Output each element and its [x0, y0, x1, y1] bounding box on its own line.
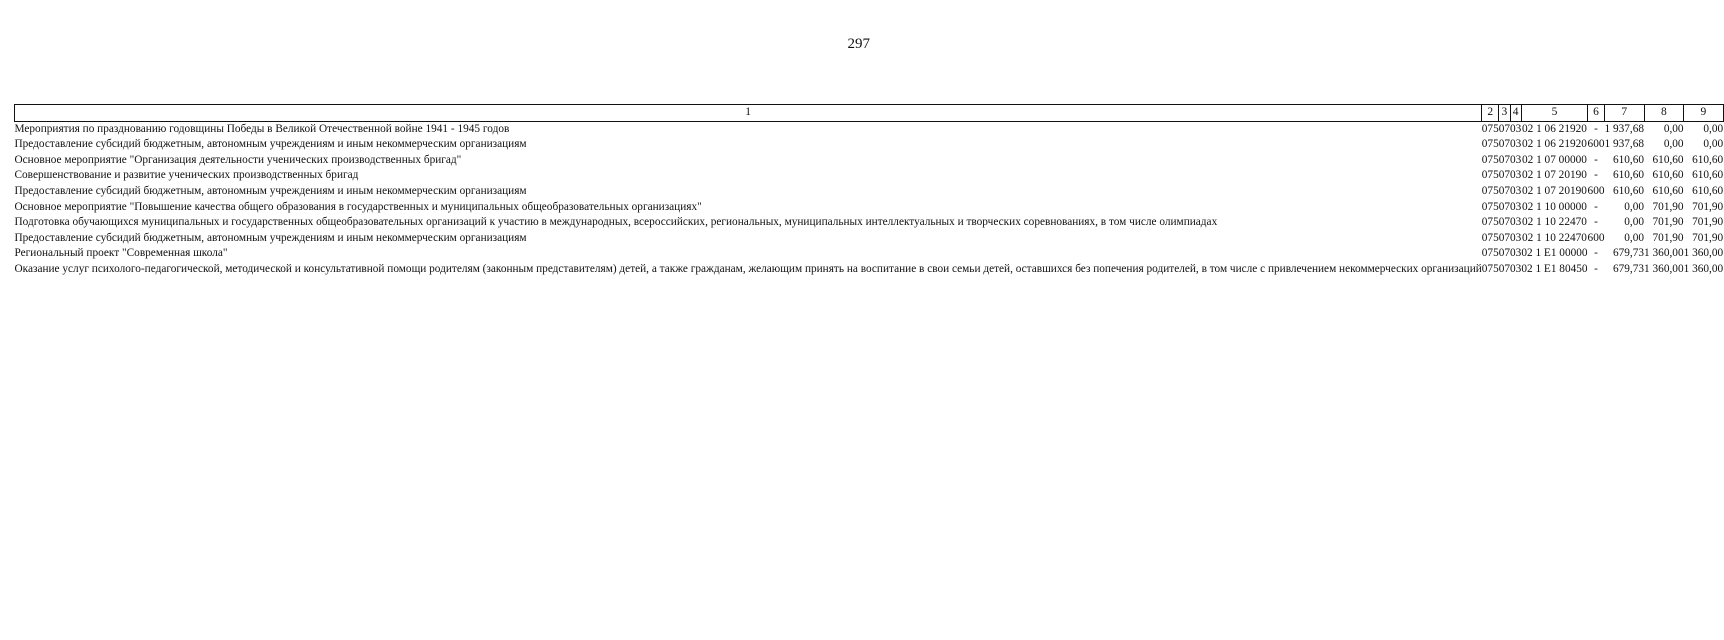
cell-ministry-code: 075 — [1481, 247, 1499, 260]
table-row — [15, 168, 1724, 184]
cell-target-article: 02 1 E1 80450 — [1521, 262, 1588, 275]
cell-amount-year3: 701,90 — [1692, 231, 1724, 244]
table-row — [15, 121, 1724, 137]
cell-amount-year3: 0,00 — [1703, 138, 1724, 151]
cell-ministry-code: 075 — [1481, 262, 1499, 275]
cell-amount-year2: 610,60 — [1652, 184, 1684, 197]
cell-amount-year3: 0,00 — [1703, 122, 1724, 135]
cell-target-article: 02 1 10 22470 — [1521, 216, 1587, 229]
column-header: 4 — [1510, 105, 1521, 122]
cell-amount-year2: 1 360,00 — [1644, 262, 1684, 275]
column-header: 5 — [1521, 105, 1587, 122]
column-header: 7 — [1605, 105, 1645, 122]
cell-expense-type: - — [1594, 169, 1598, 182]
column-header: 3 — [1499, 105, 1510, 122]
budget-table — [14, 104, 1724, 278]
row-name: Основное мероприятие "Организация деятельности ученических производственных бригад" — [14, 153, 462, 166]
cell-target-article: 02 1 06 21920 — [1521, 122, 1587, 135]
cell-subsection: 03 — [1510, 138, 1522, 151]
cell-section: 07 — [1498, 247, 1511, 260]
cell-target-article: 02 1 E1 00000 — [1521, 247, 1588, 260]
cell-subsection: 03 — [1510, 184, 1522, 197]
cell-subsection: 03 — [1510, 247, 1522, 260]
row-name: Предоставление субсидий бюджетным, автономным учреждениям и иным некоммерческим организациям — [14, 138, 527, 151]
cell-subsection: 03 — [1510, 153, 1522, 166]
cell-amount-year1: 610,60 — [1612, 153, 1645, 166]
cell-section: 07 — [1498, 153, 1511, 166]
cell-amount-year1: 679,73 — [1612, 247, 1645, 260]
cell-subsection: 03 — [1510, 231, 1522, 244]
cell-amount-year1: 610,60 — [1612, 169, 1645, 182]
row-name: Предоставление субсидий бюджетным, автономным учреждениям и иным некоммерческим организациям — [14, 231, 527, 244]
cell-amount-year1: 0,00 — [1624, 216, 1645, 229]
table-header-row — [15, 105, 1724, 122]
table-row — [15, 200, 1724, 216]
cell-target-article: 02 1 07 20190 — [1521, 169, 1587, 182]
cell-amount-year1: 0,00 — [1624, 200, 1645, 213]
cell-amount-year2: 701,90 — [1652, 231, 1684, 244]
column-header: 9 — [1684, 105, 1724, 122]
cell-amount-year2: 701,90 — [1652, 200, 1684, 213]
column-header: 1 — [15, 105, 1482, 122]
row-name: Предоставление субсидий бюджетным, автономным учреждениям и иным некоммерческим организациям — [14, 184, 527, 197]
cell-section: 07 — [1498, 184, 1511, 197]
cell-amount-year3: 1 360,00 — [1683, 262, 1724, 275]
cell-target-article: 02 1 10 00000 — [1521, 200, 1587, 213]
column-header: 6 — [1588, 105, 1605, 122]
cell-amount-year3: 610,60 — [1692, 169, 1724, 182]
table-row — [15, 246, 1724, 262]
cell-target-article: 02 1 07 00000 — [1521, 153, 1587, 166]
cell-amount-year3: 701,90 — [1692, 216, 1724, 229]
cell-section: 07 — [1498, 169, 1511, 182]
cell-subsection: 03 — [1510, 122, 1522, 135]
table-row — [15, 153, 1724, 169]
cell-section: 07 — [1498, 138, 1511, 151]
cell-section: 07 — [1498, 262, 1511, 275]
cell-subsection: 03 — [1510, 169, 1522, 182]
cell-subsection: 03 — [1510, 216, 1522, 229]
table-row — [15, 184, 1724, 200]
cell-ministry-code: 075 — [1481, 138, 1499, 151]
cell-amount-year3: 1 360,00 — [1683, 247, 1724, 260]
cell-target-article: 02 1 10 22470 — [1521, 231, 1587, 244]
cell-section: 07 — [1498, 231, 1511, 244]
cell-amount-year2: 0,00 — [1663, 122, 1684, 135]
cell-expense-type: 600 — [1587, 231, 1605, 244]
cell-amount-year3: 610,60 — [1692, 153, 1724, 166]
cell-section: 07 — [1498, 122, 1511, 135]
cell-ministry-code: 075 — [1481, 153, 1499, 166]
cell-amount-year2: 0,00 — [1663, 138, 1684, 151]
cell-target-article: 02 1 07 20190 — [1521, 184, 1587, 197]
cell-amount-year1: 1 937,68 — [1604, 122, 1645, 135]
cell-section: 07 — [1498, 200, 1511, 213]
row-name: Основное мероприятие "Повышение качества общего образования в государственных и муниципальных общеобразовательных организациях" — [14, 200, 702, 213]
column-header: 2 — [1482, 105, 1499, 122]
table-row — [15, 137, 1724, 153]
cell-amount-year1: 1 937,68 — [1604, 138, 1645, 151]
cell-amount-year3: 701,90 — [1692, 200, 1724, 213]
cell-amount-year1: 679,73 — [1612, 262, 1645, 275]
cell-subsection: 03 — [1510, 262, 1522, 275]
cell-section: 07 — [1498, 216, 1511, 229]
cell-expense-type: 600 — [1587, 184, 1605, 197]
row-name: Совершенствование и развитие ученических производственных бригад — [14, 169, 359, 182]
cell-amount-year2: 701,90 — [1652, 216, 1684, 229]
cell-target-article: 02 1 06 21920 — [1521, 138, 1587, 151]
cell-amount-year3: 610,60 — [1692, 184, 1724, 197]
row-name: Мероприятия по празднованию годовщины Победы в Великой Отечественной войне 1941 - 1945 годов — [14, 122, 510, 135]
cell-expense-type: - — [1594, 200, 1598, 213]
cell-amount-year2: 610,60 — [1652, 153, 1684, 166]
cell-expense-type: 600 — [1587, 138, 1605, 151]
row-name: Региональный проект "Современная школа" — [14, 247, 228, 260]
cell-expense-type: - — [1594, 153, 1598, 166]
cell-expense-type: - — [1594, 216, 1598, 229]
cell-expense-type: - — [1594, 262, 1598, 275]
cell-ministry-code: 075 — [1481, 122, 1499, 135]
cell-expense-type: - — [1594, 122, 1598, 135]
cell-ministry-code: 075 — [1481, 169, 1499, 182]
row-name: Оказание услуг психолого-педагогической, методической и консультативной помощи родителям (законным представителям) детей, а также гражданам, желающим принять на воспитание в свои семьи детей, оставшихся без попечения родителей, в том числе с привлечением некоммерческих организаций — [14, 262, 1482, 275]
cell-amount-year1: 610,60 — [1612, 184, 1645, 197]
cell-amount-year2: 1 360,00 — [1644, 247, 1684, 260]
cell-ministry-code: 075 — [1481, 231, 1499, 244]
table-row — [15, 215, 1724, 231]
table-row — [15, 231, 1724, 247]
row-name: Подготовка обучающихся муниципальных и государственных общеобразовательных организаций к участию в международных, всероссийских, региональных, муниципальных интеллектуальных и творческих соревнованиях, в том числе олимпиадах — [14, 216, 1218, 229]
cell-subsection: 03 — [1510, 200, 1522, 213]
cell-ministry-code: 075 — [1481, 200, 1499, 213]
cell-ministry-code: 075 — [1481, 216, 1499, 229]
cell-amount-year2: 610,60 — [1652, 169, 1684, 182]
column-header: 8 — [1644, 105, 1684, 122]
table-row — [15, 262, 1724, 278]
cell-amount-year1: 0,00 — [1624, 231, 1645, 244]
cell-expense-type: - — [1594, 247, 1598, 260]
cell-ministry-code: 075 — [1481, 184, 1499, 197]
page-number: 297 — [847, 36, 870, 52]
